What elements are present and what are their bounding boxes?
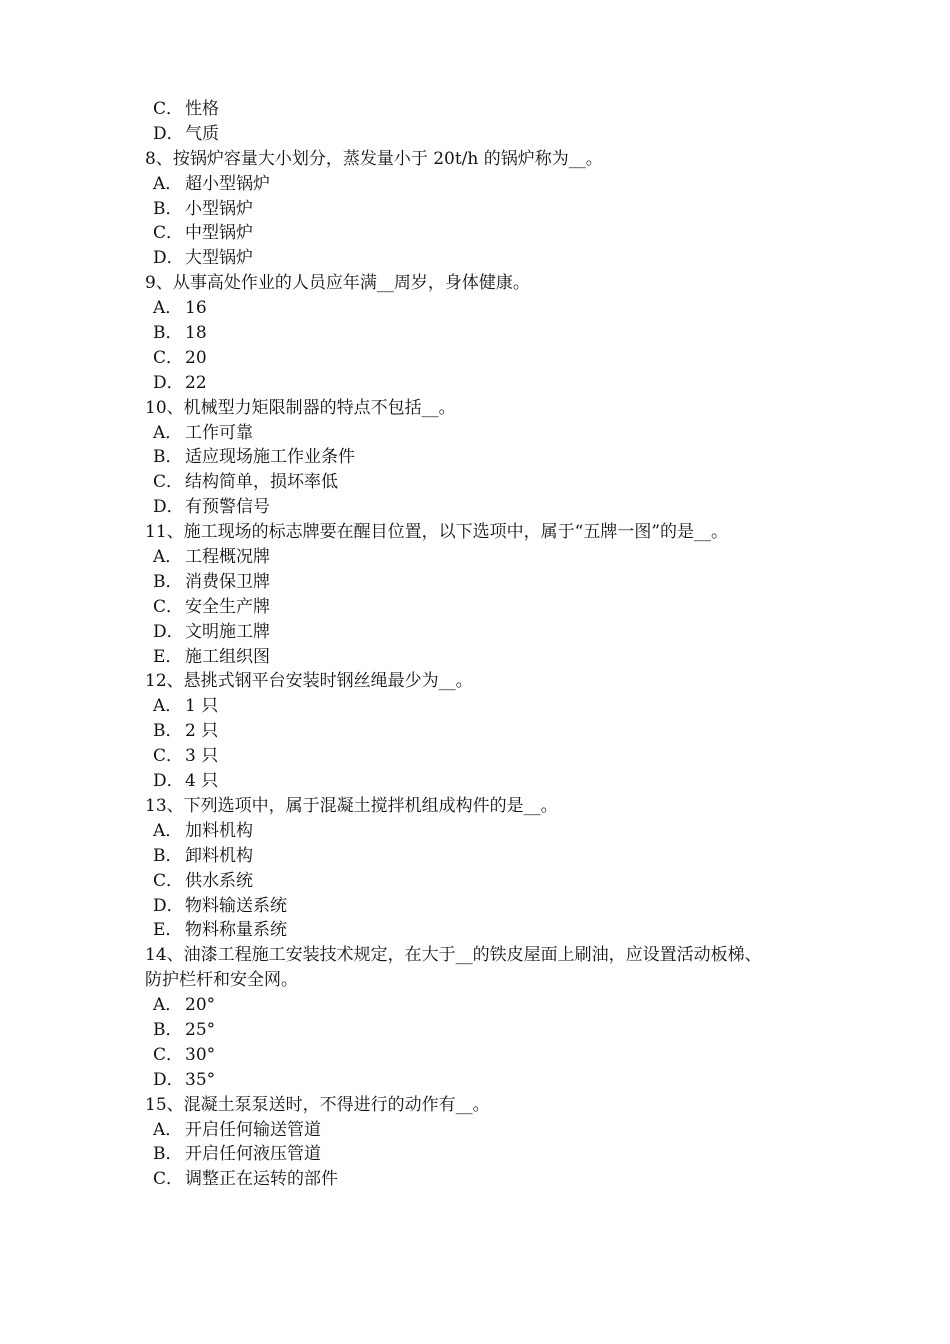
option-text: 开启任何液压管道	[185, 1144, 321, 1165]
option-key: A．	[153, 547, 183, 568]
answer-option	[0, 819, 950, 844]
answer-option	[0, 744, 950, 769]
question-text: 14、油漆工程施工安装技术规定，在大于__的铁皮屋面上刷油，应设置活动板梯、	[145, 945, 762, 966]
option-key: B．	[153, 198, 183, 219]
option-text: 中型锅炉	[185, 223, 253, 244]
option-key: A．	[153, 298, 183, 319]
answer-option	[0, 1118, 950, 1143]
answer-option	[0, 470, 950, 495]
option-text: 1 只	[185, 696, 219, 717]
question-text: 15、混凝土泵泵送时，不得进行的动作有__。	[145, 1094, 490, 1115]
answer-option	[0, 1167, 950, 1192]
option-key: C．	[153, 99, 184, 119]
answer-option	[0, 122, 950, 147]
option-text: 22	[185, 372, 207, 393]
question-text: 10、机械型力矩限制器的特点不包括__。	[145, 397, 456, 418]
answer-option	[0, 595, 950, 620]
answer-option	[0, 570, 950, 595]
option-key: A．	[153, 820, 183, 841]
option-text: 3 只	[185, 746, 219, 767]
option-text: 16	[185, 298, 207, 319]
option-key: A．	[153, 1119, 183, 1140]
answer-option	[0, 321, 950, 346]
option-key: D．	[153, 1069, 184, 1090]
option-key: C．	[153, 1044, 184, 1065]
option-key: C．	[153, 472, 184, 493]
option-text: 物料输送系统	[185, 895, 287, 916]
answer-option	[0, 545, 950, 570]
option-text: 有预警信号	[185, 497, 270, 518]
option-key: D．	[153, 248, 184, 269]
option-key: E．	[153, 646, 183, 667]
answer-option	[0, 844, 950, 869]
option-text: 小型锅炉	[185, 198, 253, 219]
document-page	[0, 97, 950, 1192]
question-text: 9、从事高处作业的人员应年满__周岁，身体健康。	[145, 273, 530, 294]
option-key: C．	[153, 223, 184, 244]
option-text: 工程概况牌	[185, 547, 270, 568]
option-key: E．	[153, 920, 183, 941]
answer-option	[0, 371, 950, 396]
option-text: 4 只	[185, 771, 219, 792]
answer-option	[0, 197, 950, 222]
option-text: 超小型锅炉	[185, 173, 270, 194]
option-text: 20	[185, 347, 207, 368]
option-text: 工作可靠	[185, 422, 253, 443]
option-key: B．	[153, 845, 183, 866]
answer-option	[0, 97, 950, 122]
option-text: 气质	[185, 123, 219, 144]
option-text: 文明施工牌	[185, 621, 270, 642]
answer-option	[0, 495, 950, 520]
option-text: 35°	[185, 1069, 216, 1090]
option-key: C．	[153, 1169, 184, 1190]
option-text: 30°	[185, 1044, 216, 1065]
answer-option	[0, 421, 950, 446]
option-text: 25°	[185, 1019, 216, 1040]
option-text: 结构简单，损坏率低	[185, 472, 338, 493]
option-key: A．	[153, 995, 183, 1016]
option-text: 物料称量系统	[185, 920, 287, 941]
option-key: D．	[153, 123, 184, 144]
option-text: 调整正在运转的部件	[185, 1169, 338, 1190]
option-key: B．	[153, 721, 183, 742]
answer-option	[0, 1043, 950, 1068]
question-text: 防护栏杆和安全网。	[145, 970, 298, 991]
question-text: 11、施工现场的标志牌要在醒目位置，以下选项中，属于“五牌一图”的是__。	[145, 522, 729, 543]
option-key: A．	[153, 173, 183, 194]
answer-option	[0, 246, 950, 271]
option-key: B．	[153, 323, 183, 344]
option-text: 安全生产牌	[185, 596, 270, 617]
option-key: B．	[153, 1019, 183, 1040]
option-text: 施工组织图	[185, 646, 270, 667]
option-text: 供水系统	[185, 870, 253, 891]
answer-option	[0, 869, 950, 894]
answer-option	[0, 1018, 950, 1043]
question-text: 12、悬挑式钢平台安装时钢丝绳最少为__。	[145, 671, 473, 692]
answer-option	[0, 645, 950, 670]
answer-option	[0, 445, 950, 470]
option-key: B．	[153, 571, 183, 592]
answer-option	[0, 1142, 950, 1167]
answer-option	[0, 993, 950, 1018]
option-text: 适应现场施工作业条件	[185, 447, 355, 468]
answer-option	[0, 346, 950, 371]
answer-option	[0, 172, 950, 197]
answer-option	[0, 719, 950, 744]
option-text: 消费保卫牌	[185, 571, 270, 592]
option-key: A．	[153, 696, 183, 717]
answer-option	[0, 769, 950, 794]
option-key: C．	[153, 347, 184, 368]
option-text: 18	[185, 323, 207, 344]
answer-option	[0, 694, 950, 719]
option-text: 卸料机构	[185, 845, 253, 866]
option-text: 性格	[185, 99, 219, 119]
answer-option	[0, 221, 950, 246]
option-key: C．	[153, 746, 184, 767]
option-key: C．	[153, 870, 184, 891]
answer-option	[0, 1068, 950, 1093]
answer-option	[0, 918, 950, 943]
option-text: 加料机构	[185, 820, 253, 841]
answer-option	[0, 894, 950, 919]
option-key: A．	[153, 422, 183, 443]
option-text: 2 只	[185, 721, 219, 742]
question-text: 8、按锅炉容量大小划分，蒸发量小于 20t/h 的锅炉称为__。	[145, 148, 603, 169]
option-text: 开启任何输送管道	[185, 1119, 321, 1140]
option-key: D．	[153, 895, 184, 916]
question-text: 13、下列选项中，属于混凝土搅拌机组成构件的是__。	[145, 795, 558, 816]
answer-option	[0, 296, 950, 321]
option-key: B．	[153, 1144, 183, 1165]
option-key: D．	[153, 621, 184, 642]
option-key: D．	[153, 372, 184, 393]
option-text: 20°	[185, 995, 216, 1016]
option-key: D．	[153, 497, 184, 518]
answer-option	[0, 620, 950, 645]
option-key: B．	[153, 447, 183, 468]
option-key: D．	[153, 771, 184, 792]
option-key: C．	[153, 596, 184, 617]
option-text: 大型锅炉	[185, 248, 253, 269]
